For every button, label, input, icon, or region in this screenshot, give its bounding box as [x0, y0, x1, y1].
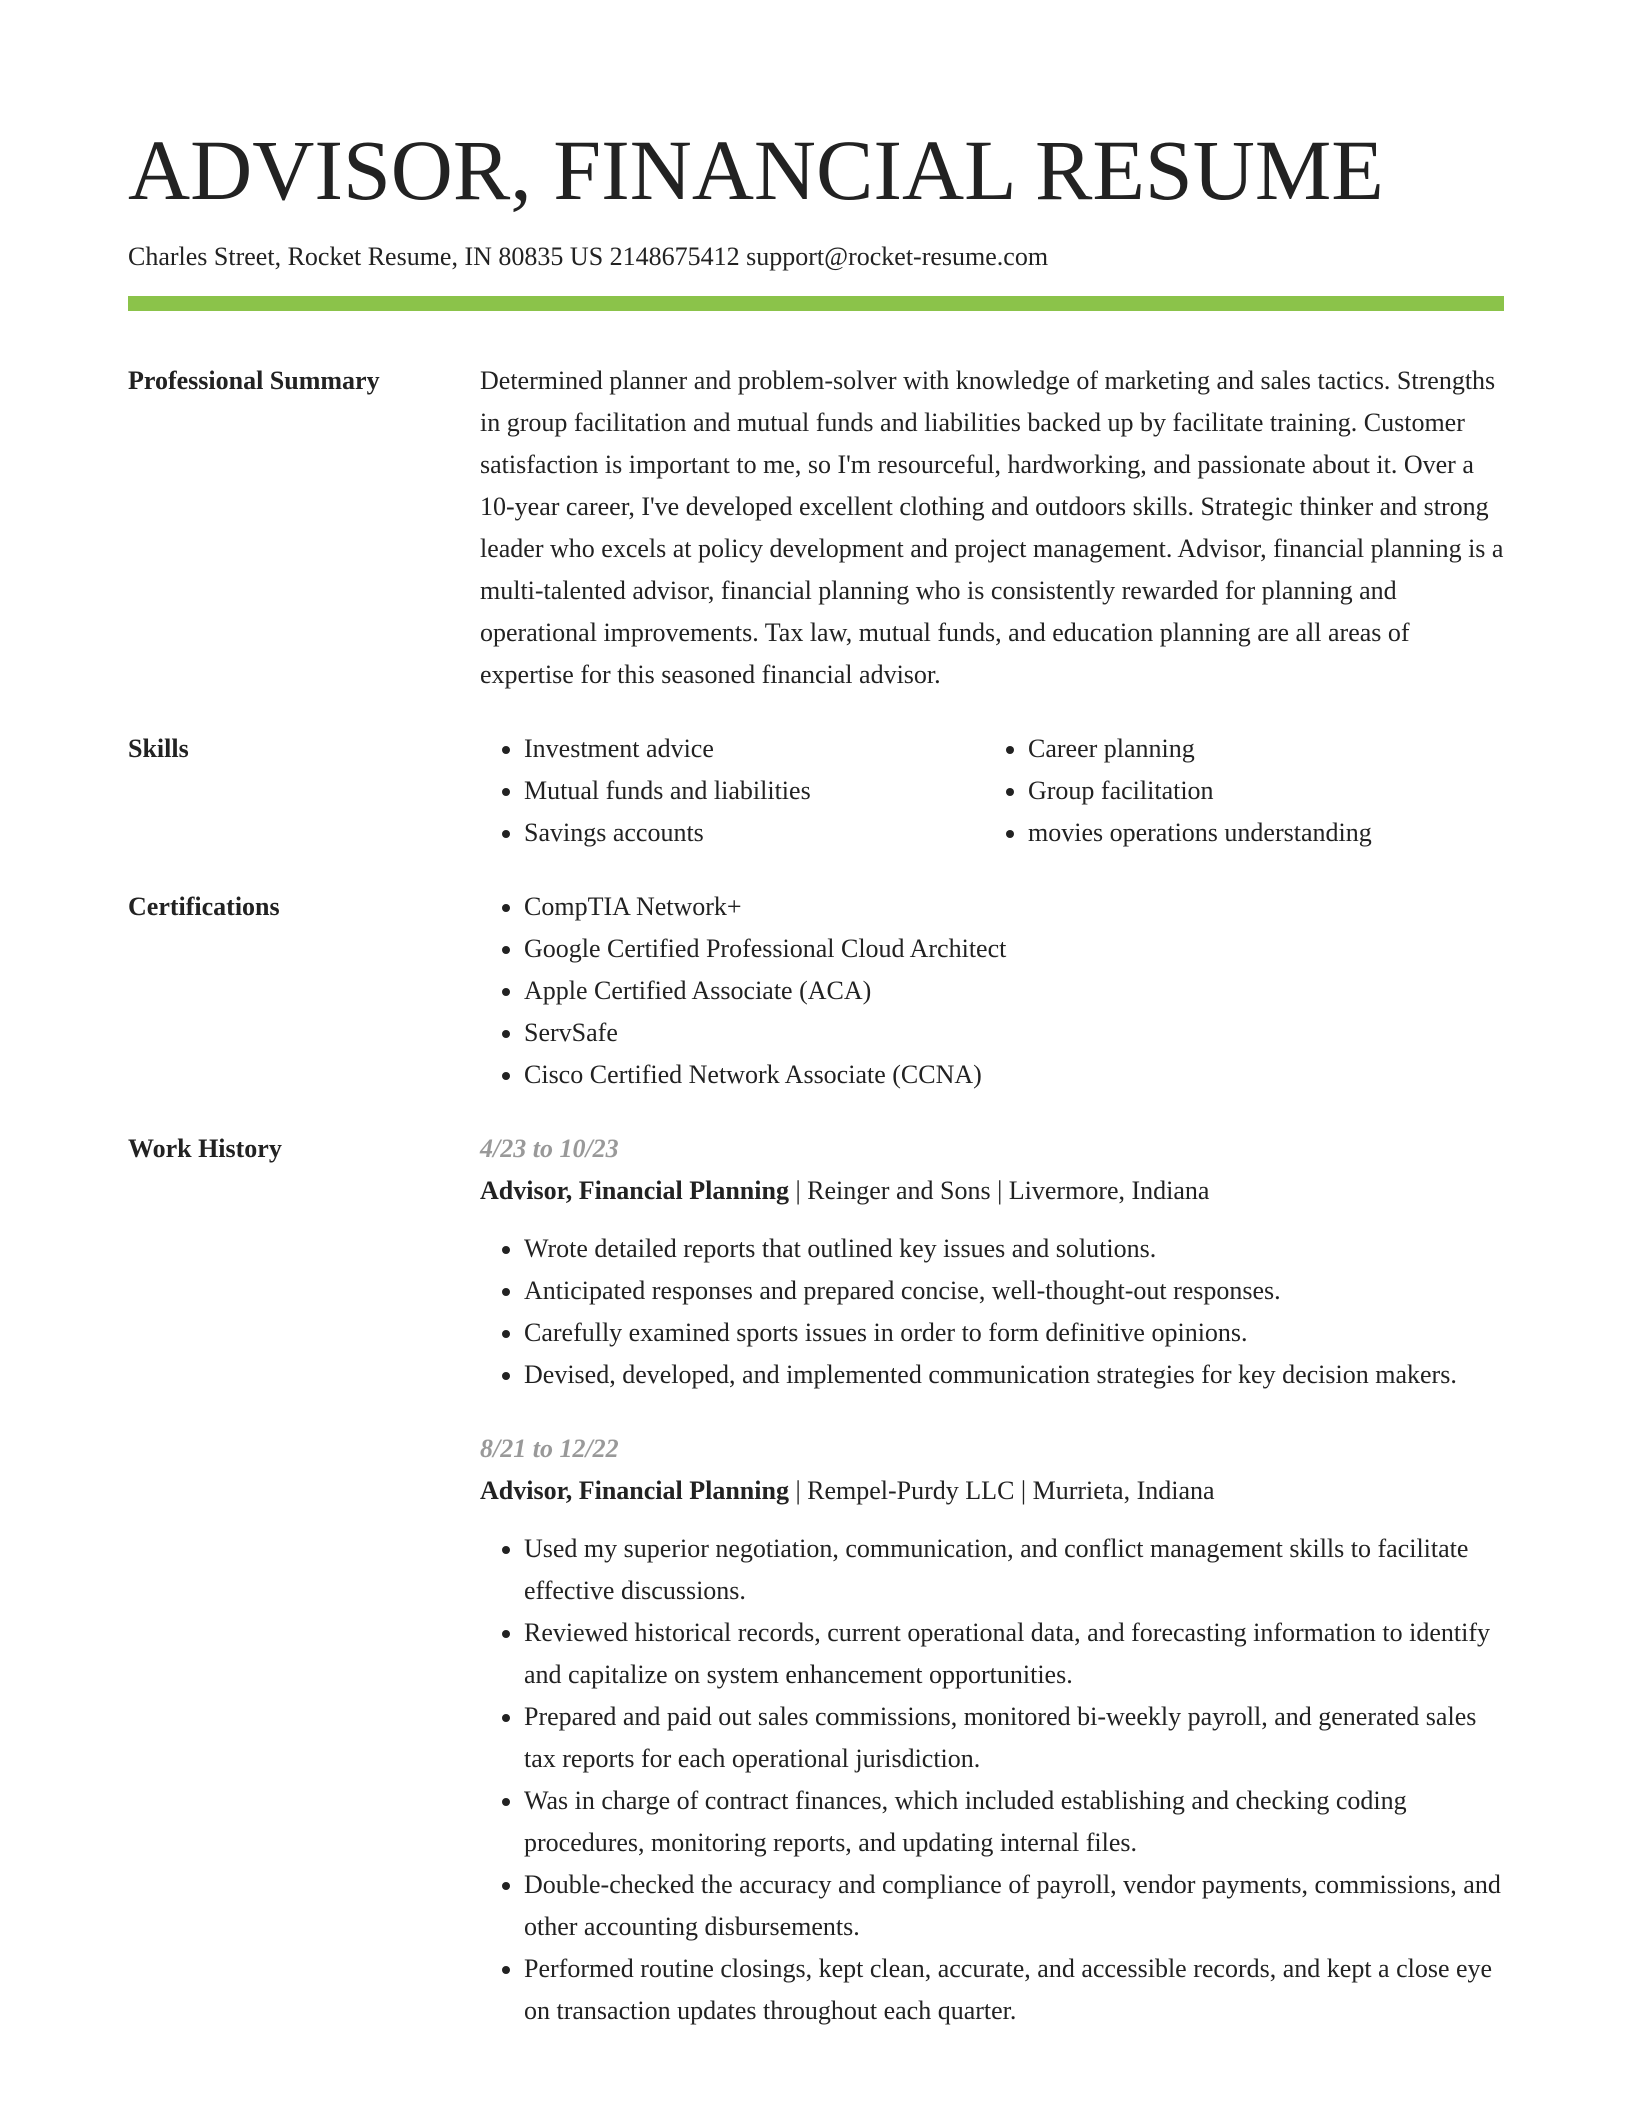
skills-body [480, 728, 1504, 854]
certification-item: • ServSafe [524, 1012, 1504, 1054]
work-history-heading: Work History [128, 1134, 282, 1163]
job-bullet: • Carefully examined sports issues in order to form definitive opinions. [524, 1312, 1504, 1354]
job-bullet: • Prepared and paid out sales commissions, monitored bi-weekly payroll, and generated sales tax reports for each operational jurisdiction. [524, 1696, 1504, 1780]
summary-section [128, 360, 1504, 696]
resume-page [128, 0, 1504, 2032]
job-title: Advisor, Financial Planning [480, 1176, 789, 1205]
contact-line [128, 240, 1504, 274]
job-title-line [480, 1470, 1504, 1512]
resume-title: ADVISOR, FINANCIAL RESUME [128, 122, 1384, 218]
work-history-body [480, 1128, 1504, 2032]
job-title-line [480, 1170, 1504, 1212]
job-bullet: • Wrote detailed reports that outlined key issues and solutions. [524, 1228, 1504, 1270]
job-entry [480, 1428, 1504, 2032]
job-details: | Reinger and Sons | Livermore, Indiana [788, 1176, 1210, 1205]
skills-list-left [480, 728, 984, 854]
skill-item: • movies operations understanding [1028, 812, 1488, 854]
job-bullets [480, 1528, 1504, 2032]
skills-list-right [984, 728, 1488, 854]
certifications-heading: Certifications [128, 892, 280, 921]
certification-item: • Apple Certified Associate (ACA) [524, 970, 1504, 1012]
work-history-section [128, 1128, 1504, 2032]
certifications-section [128, 886, 1504, 1096]
certifications-list [480, 886, 1504, 1096]
skills-section [128, 728, 1504, 854]
skill-item: • Group facilitation [1028, 770, 1488, 812]
job-bullets [480, 1228, 1504, 1396]
job-bullet: • Double-checked the accuracy and compliance of payroll, vendor payments, commissions, and other accounting disbursements. [524, 1864, 1504, 1948]
summary-body [480, 360, 1504, 696]
job-date: 4/23 to 10/23 [480, 1134, 619, 1163]
certifications-body [480, 886, 1504, 1096]
job-bullet: • Devised, developed, and implemented communication strategies for key decision makers. [524, 1354, 1504, 1396]
job-bullet: • Used my superior negotiation, communication, and conflict management skills to facilitate effective discussions. [524, 1528, 1504, 1612]
job-date: 8/21 to 12/22 [480, 1434, 619, 1463]
skills-column-right [984, 728, 1488, 854]
skill-item: • Savings accounts [524, 812, 984, 854]
skills-column-left [480, 728, 984, 854]
contact-address: Charles Street, Rocket Resume, IN 80835 US [128, 242, 604, 271]
header-divider [128, 296, 1504, 311]
job-entry [480, 1128, 1504, 1396]
job-title: Advisor, Financial Planning [480, 1476, 789, 1505]
summary-text: Determined planner and problem-solver with knowledge of marketing and sales tactics. Strengths in group facilitation and mutual funds and liabilities backed up by facilitate training. Customer satisfaction is important to me, so I'm resourceful, hardworking, and passionate about it. Over a 10-year career, I've developed excellent clothing and outdoors skills. Strategic thinker and strong leader who excels at policy development and project management. Advisor, financial planning is a multi-talented advisor, financial planning who is consistently rewarded for planning and operational improvements. Tax law, mutual funds, and education planning are all areas of expertise for this seasoned financial advisor. [480, 366, 1504, 689]
skill-item: • Career planning [1028, 728, 1488, 770]
job-bullet: • Was in charge of contract finances, which included establishing and checking coding procedures, monitoring reports, and updating internal files. [524, 1780, 1504, 1864]
skills-heading: Skills [128, 734, 189, 763]
certification-item: • CompTIA Network+ [524, 886, 1504, 928]
job-details: | Rempel-Purdy LLC | Murrieta, Indiana [788, 1476, 1215, 1505]
certification-item: • Google Certified Professional Cloud Architect [524, 928, 1504, 970]
job-bullet: • Anticipated responses and prepared concise, well-thought-out responses. [524, 1270, 1504, 1312]
skill-item: • Investment advice [524, 728, 984, 770]
skills-columns [480, 728, 1504, 854]
job-bullet: • Performed routine closings, kept clean, accurate, and accessible records, and kept a close eye on transaction updates throughout each quarter. [524, 1948, 1504, 2032]
skill-item: • Mutual funds and liabilities [524, 770, 984, 812]
summary-heading: Professional Summary [128, 366, 380, 395]
job-bullet: • Reviewed historical records, current operational data, and forecasting information to identify and capitalize on system enhancement opportunities. [524, 1612, 1504, 1696]
contact-phone: 2148675412 [609, 242, 740, 271]
contact-email: support@rocket-resume.com [746, 242, 1049, 271]
certification-item: • Cisco Certified Network Associate (CCNA) [524, 1054, 1504, 1096]
